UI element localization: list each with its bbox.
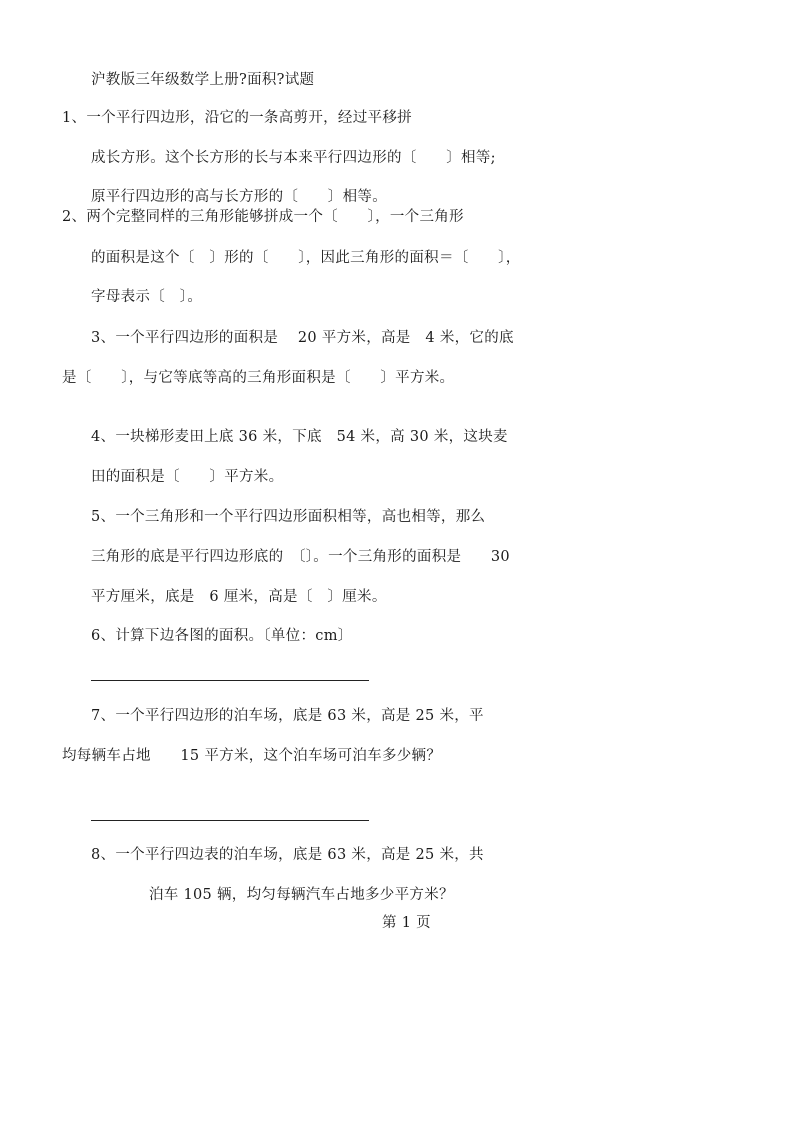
question-5-line-1: 5、一个三角形和一个平行四边形面积相等，高也相等，那么 (91, 509, 486, 525)
question-2-line-1: 2、两个完整同样的三角形能够拼成一个〔 〕，一个三角形 (62, 209, 464, 225)
question-1-line-1: 1、一个平行四边形，沿它的一条高剪开，经过平移拼 (62, 110, 412, 126)
question-7-line-1: 7、一个平行四边形的泊车场，底是 63 米，高是 25 米，平 (91, 708, 484, 724)
question-5-line-2: 三角形的底是平行四边形底的 〔〕。一个三角形的面积是 30 (91, 549, 510, 565)
question-7-line-2: 均每辆车占地 15 平方米，这个泊车场可泊车多少辆？ (62, 748, 442, 764)
question-1-line-3: 原平行四边形的高与长方形的〔 〕相等。 (91, 189, 387, 205)
question-6-line-1: 6、计算下边各图的面积。〔单位：cm〕 (91, 628, 353, 644)
page-title: 沪教版三年级数学上册?面积?试题 (91, 72, 315, 88)
question-4-line-1: 4、一块梯形麦田上底 36 米，下底 54 米，高 30 米，这块麦 (91, 429, 508, 445)
question-8-line-2: 泊车 105 辆，均匀每辆汽车占地多少平方米？ (149, 887, 454, 903)
question-3-line-2: 是〔 〕，与它等底等高的三角形面积是〔 〕平方米。 (62, 370, 455, 386)
question-2-line-2: 的面积是这个〔 〕形的〔 〕，因此三角形的面积＝〔 〕， (91, 250, 521, 266)
answer-rule (91, 680, 369, 681)
question-5-line-3: 平方厘米，底是 6 厘米，高是〔 〕厘米。 (91, 589, 387, 605)
page-footer: 第 1 页 (382, 915, 431, 931)
question-4-line-2: 田的面积是〔 〕平方米。 (91, 469, 284, 485)
question-3-line-1: 3、一个平行四边形的面积是 20 平方米，高是 4 米，它的底 (91, 330, 514, 346)
answer-rule (91, 820, 369, 821)
question-8-line-1: 8、一个平行四边表的泊车场，底是 63 米，高是 25 米，共 (91, 847, 484, 863)
question-2-line-3: 字母表示〔 〕。 (91, 289, 203, 305)
question-1-line-2: 成长方形。这个长方形的长与本来平行四边形的〔 〕相等; (91, 150, 496, 166)
